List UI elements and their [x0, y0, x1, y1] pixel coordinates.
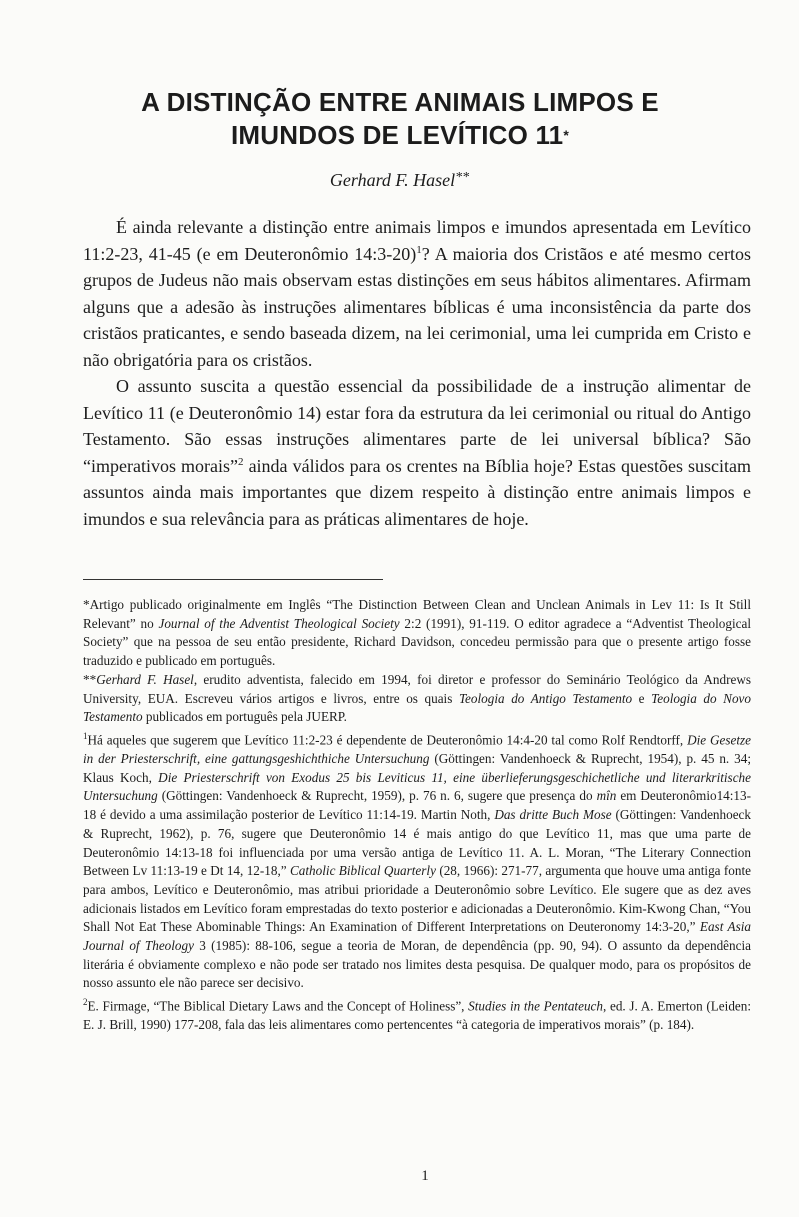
footnote-1-text-c: (Göttingen: Vandenhoeck & Ruprecht, 1959), p. 76 n. 6, sugere que presença do [157, 788, 597, 804]
footnote-1 [83, 727, 751, 993]
paragraph-2-text: O assunto suscita a questão essencial da possibilidade de a instrução alimentar de Levítico 11 (e Deuteronômio 14) estar fora da estrutura da lei cerimonial ou ritual do Antigo Testamento. São essas instruções alimentares parte de lei universal bíblica? São “imperativos morais” [83, 376, 751, 476]
footnote-star-mark: * [83, 597, 90, 612]
title-line-1: A DISTINÇÃO ENTRE ANIMAIS LIMPOS E [141, 87, 659, 117]
paragraph-1-text: É ainda relevante a distinção entre animais limpos e imundos apresentada em Levítico 11:2-23, 41-45 (e em Deuteronômio 14:3-20) [83, 217, 751, 264]
footnote-1-title-6: East Asia Journal of Theology [83, 919, 751, 954]
footnote-star-text-2: 2:2 (1991), 91-119. O editor agradece a “Adventist Theological Society” que na pessoa de seu então presidente, Richard Davidson, concedeu permissão para que o presente artigo fosse traduzido e publicado em português. [83, 615, 751, 669]
author-footnote-mark: ** [455, 170, 470, 185]
footnote-book-1: Teologia do Antigo Testamento [458, 690, 633, 706]
footnote-double-star-mark: ** [83, 671, 97, 687]
footnote-star-text: Artigo publicado originalmente em Inglês “The Distinction Between Clean and Unclean Animals in Lev 11: Is It Still Relevant” no [83, 597, 751, 631]
footnote-double-star-text: , erudito adventista, falecido em 1994, foi diretor e professor do Seminário Teológico da Andrews University, EUA. Escreveu vários artigos e livros, entre os quais [83, 671, 751, 706]
footnote-1-text-g: 3 (1985): 88-106, segue a teoria de Moran, de dependência (pp. 90, 94). O assunto da dependência literária é obviamente complexo e não pode ser tratado nos limites desta pesquisa. De qualquer modo, para os propósitos de nosso assunto ele não parece ser decisivo. [83, 938, 751, 991]
footnote-and: e [632, 690, 652, 706]
footnote-double-star [83, 671, 751, 727]
author-name: Gerhard F. Hasel [329, 170, 456, 190]
footnote-1-mark: 1 [83, 730, 88, 741]
footnote-1-title-5: Catholic Biblical Quarterly [290, 863, 436, 879]
page-number: 1 [421, 1168, 429, 1184]
footnote-ref-2[interactable]: 2 [238, 455, 244, 468]
footnote-1-title-1: Die Gesetze in der Priesterschrift, eine gattungsgeshichthiche Untersuchung [83, 732, 751, 767]
footnote-double-star-text-2: publicados em português pela JUERP. [142, 709, 347, 725]
footnote-2 [83, 993, 751, 1035]
footnotes [83, 596, 751, 1035]
title-line-2-text: IMUNDOS DE LEVÍTICO 11 [230, 120, 564, 150]
article-title [60, 86, 740, 152]
footnote-1-text-e: (Göttingen: Vandenhoeck & Ruprecht, 1962), p. 76, sugere que Deuteronômio 14 é mais antigo do que Levítico 11, mas que uma parte de Deuteronômio 14:13-18 foi influenciada por uma versão antiga de Levítico 11. A. L. Moran, “The Literary Connection Between Lv 11:13-19 e Dt 14, 12-18,” [83, 807, 751, 879]
footnote-star-journal: Journal of the Adventist Theological Society [158, 615, 400, 631]
paragraph-2 [83, 373, 751, 532]
footnote-1-title-3: mîn [596, 788, 617, 804]
footnote-1-text-a: Há aqueles que sugerem que Levítico 11:2-23 é dependente de Deuteronômio 14:4-20 tal como Rolf Rendtorff, [87, 732, 688, 748]
paragraph-2-rest: ainda válidos para os crentes na Bíblia hoje? Estas questões suscitam assuntos ainda mais importantes que dizem respeito à distinção entre animais limpos e imundos e sua relevância para as práticas alimentares de hoje. [83, 455, 751, 529]
footnote-divider [83, 579, 383, 580]
footnote-1-text-f: (28, 1966): 271-77, argumenta que houve uma antiga fonte para ambos, Levítico e Deuteronômio, mas atribui prioridade a Deuteronômio sobre Levítico. Ele sugere que as dez aves adicionais listados em Levítico foram emprestadas do texto posterior e adicionadas a Deuteronômio. Kim-Kwong Chan, “You Shall Not Eat These Abominable Things: An Examination of Different Interpretations on Deuteronomy 14:3-20,” [83, 863, 751, 935]
footnote-ref-1[interactable]: 1 [416, 243, 422, 256]
footnote-double-star-name: Gerhard F. Hasel [96, 671, 194, 687]
footnote-2-text-a: E. Firmage, “The Biblical Dietary Laws and the Concept of Holiness”, [87, 998, 469, 1014]
footnote-2-text-b: , ed. J. A. Emerton (Leiden: E. J. Brill, 1990) 177-208, fala das leis alimentares como pertencentes “à categoria de imperativos morais” (p. 184). [83, 998, 752, 1033]
footnote-1-title-4: Das dritte Buch Mose [494, 807, 612, 823]
author-byline [0, 170, 799, 191]
footnote-1-text-b: (Göttingen: Vandenhoeck & Ruprecht, 1954), p. 45 n. 34; Klaus Koch, [83, 751, 751, 785]
paragraph-1-rest: ? A maioria dos Cristãos e até mesmo certos grupos de Judeus não mais observam estas distinções em seus hábitos alimentares. Afirmam alguns que a adesão às instruções alimentares bíblicas é uma inconsistência da parte dos cristãos praticantes, e sendo baseada dizem, na lei cerimonial, uma lei cumprida em Cristo e não obrigatória para os cristãos. [83, 243, 751, 370]
paragraph-1 [83, 214, 751, 373]
footnote-star [83, 596, 751, 671]
footnote-book-2: Teologia do Novo Testamento [83, 690, 752, 725]
footnote-1-title-2: Die Priesterschrift von Exodus 25 bis Leviticus 11, eine überlieferungsgeschichetliche und literarkritische Untersuchung [83, 769, 751, 804]
footnote-2-mark: 2 [83, 997, 88, 1008]
footnote-2-title-1: Studies in the Pentateuch [468, 998, 603, 1014]
title-line-2 [60, 119, 740, 152]
article-body [83, 214, 751, 532]
title-footnote-mark: * [563, 127, 569, 143]
footnote-1-text-d: em Deuteronômio14:13-18 é devido a uma assimilação posterior de Levítico 11:14-19. Martin Noth, [83, 788, 752, 823]
